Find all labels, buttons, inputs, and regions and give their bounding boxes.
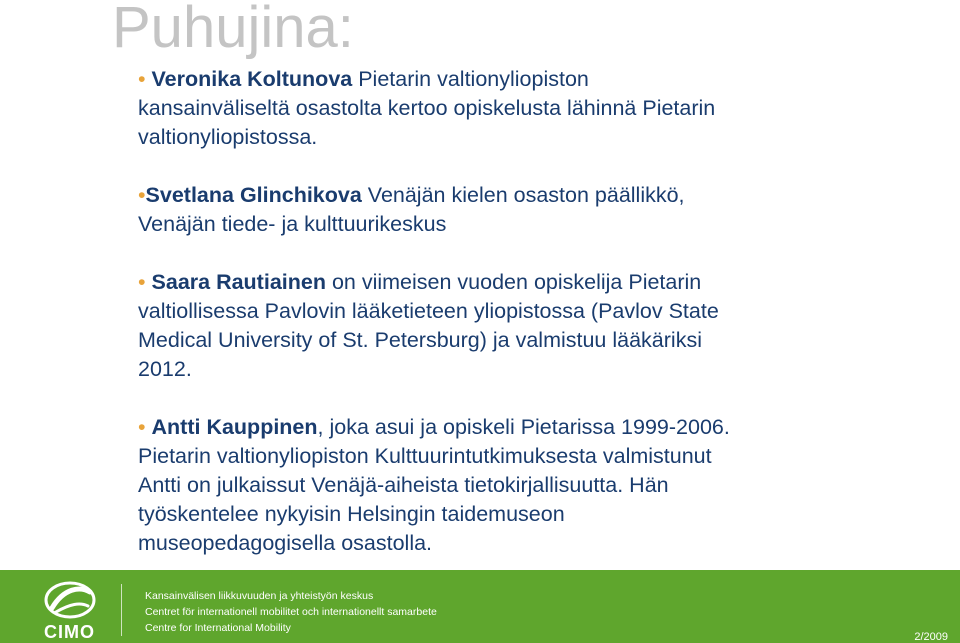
bullet-icon: • [138, 415, 146, 439]
speaker-name: Saara Rautiainen [151, 270, 326, 294]
speaker-item [138, 181, 738, 239]
organization-name [145, 588, 437, 636]
speaker-list [138, 65, 738, 558]
cimo-swirl-icon [40, 578, 100, 622]
cimo-logo [26, 578, 116, 640]
org-line-sv: Centret för internationell mobilitet och internationellt samarbete [145, 606, 437, 618]
speaker-description: Venäjän kielen osaston päällikkö, Venäjän tiede- ja kulttuurikeskus [138, 183, 685, 236]
speaker-item [138, 268, 738, 384]
org-line-en: Centre for International Mobility [145, 622, 291, 634]
speaker-name: Veronika Koltunova [151, 67, 353, 91]
speaker-name: Svetlana Glinchikova [145, 183, 362, 207]
logo-text: CIMO [44, 622, 95, 642]
speaker-name: Antti Kauppinen [151, 415, 318, 439]
page-title: Puhujina: [112, 0, 354, 60]
footer-divider [121, 584, 122, 636]
page-number: 2/2009 [914, 631, 948, 643]
footer-bar [0, 570, 960, 643]
speaker-item [138, 65, 738, 152]
bullet-icon: • [138, 67, 146, 91]
org-line-fi: Kansainvälisen liikkuvuuden ja yhteistyön keskus [145, 590, 374, 602]
speaker-description: on viimeisen vuoden opiskelija Pietarin valtiollisessa Pavlovin lääketieteen yliopistossa (Pavlov State Medical University of St. Petersburg) ja valmistuu lääkäriksi 2012. [138, 270, 719, 381]
speaker-description: , joka asui ja opiskeli Pietarissa 1999-2006. Pietarin valtionyliopiston Kulttuurintutkimuksesta valmistunut Antti on julkaissut Venäjä-aiheista tietokirjallisuutta. Hän työskentelee nykyisin Helsingin taidemuseon museopedagogisella osastolla. [138, 415, 730, 555]
bullet-icon: • [138, 183, 146, 207]
bullet-icon: • [138, 270, 146, 294]
speaker-description: Pietarin valtionyliopiston kansainväliseltä osastolta kertoo opiskelusta lähinnä Pietarin valtionyliopistossa. [138, 67, 716, 149]
speaker-item [138, 413, 738, 558]
